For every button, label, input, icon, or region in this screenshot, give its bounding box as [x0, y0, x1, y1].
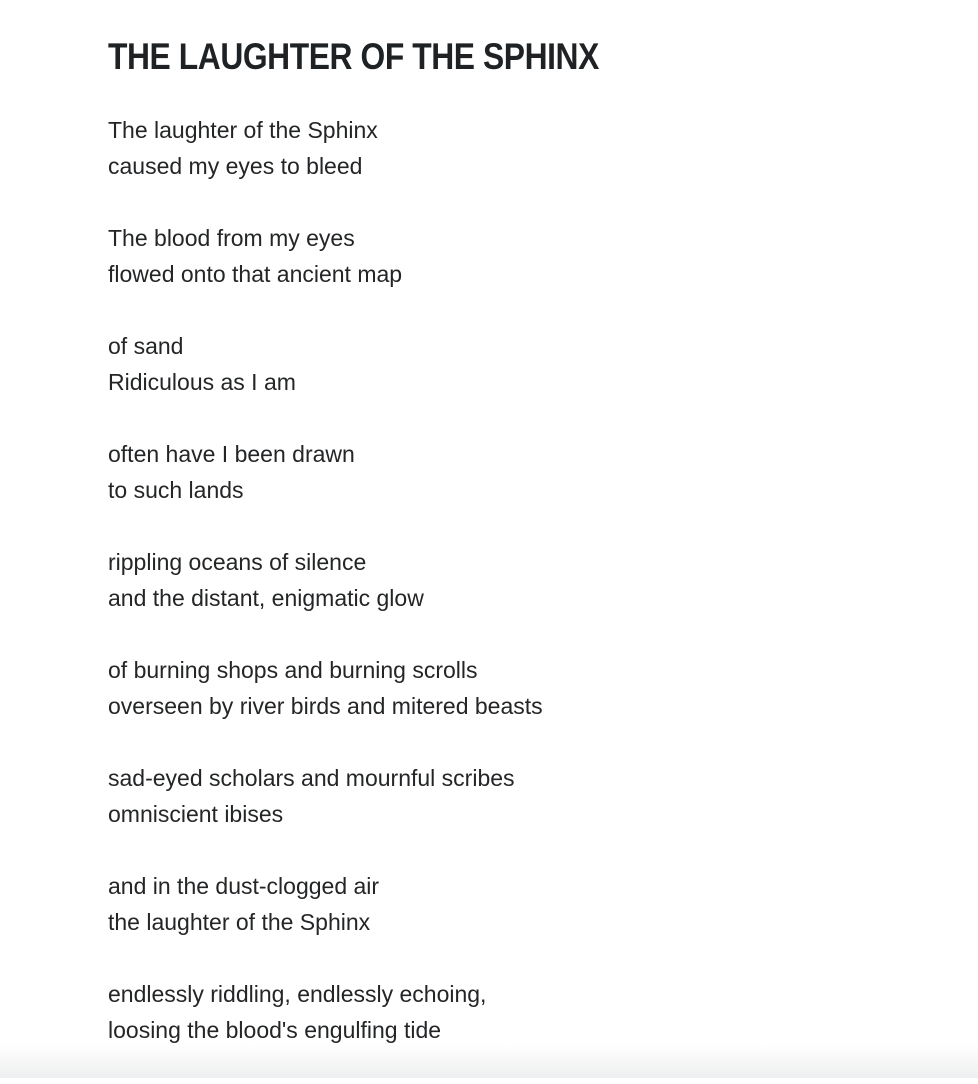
poem-line: sad-eyed scholars and mournful scribes [108, 765, 515, 791]
stanza [108, 328, 908, 400]
poem-line: Ridiculous as I am [108, 369, 296, 395]
stanza [108, 544, 908, 616]
poem-line: and the distant, enigmatic glow [108, 585, 424, 611]
poem-line: omniscient ibises [108, 801, 284, 827]
stanza [108, 436, 908, 508]
poem-line: rippling oceans of silence [108, 549, 367, 575]
poem-line: to such lands [108, 477, 244, 503]
poem-line: loosing the blood's engulfing tide [108, 1017, 442, 1043]
bottom-fade [0, 1044, 978, 1078]
stanza [108, 220, 908, 292]
stanza [108, 652, 908, 724]
poem-title: THE LAUGHTER OF THE SPHINX [108, 36, 599, 77]
poem-line: overseen by river birds and mitered beasts [108, 693, 543, 719]
poem-line: caused my eyes to bleed [108, 153, 363, 179]
poem-line: and in the dust-clogged air [108, 873, 380, 899]
poem-line: of sand [108, 333, 184, 359]
poem-line: The blood from my eyes [108, 225, 355, 251]
poem-line: endlessly riddling, endlessly echoing, [108, 981, 487, 1007]
poem-line: The laughter of the Sphinx [108, 117, 378, 143]
stanza [108, 868, 908, 940]
poem-body [108, 112, 908, 1084]
stanza [108, 976, 908, 1048]
poem-line: flowed onto that ancient map [108, 261, 403, 287]
poem-line: of burning shops and burning scrolls [108, 657, 478, 683]
poem-line: often have I been drawn [108, 441, 355, 467]
stanza [108, 112, 908, 184]
poem-line: the laughter of the Sphinx [108, 909, 371, 935]
stanza [108, 760, 908, 832]
